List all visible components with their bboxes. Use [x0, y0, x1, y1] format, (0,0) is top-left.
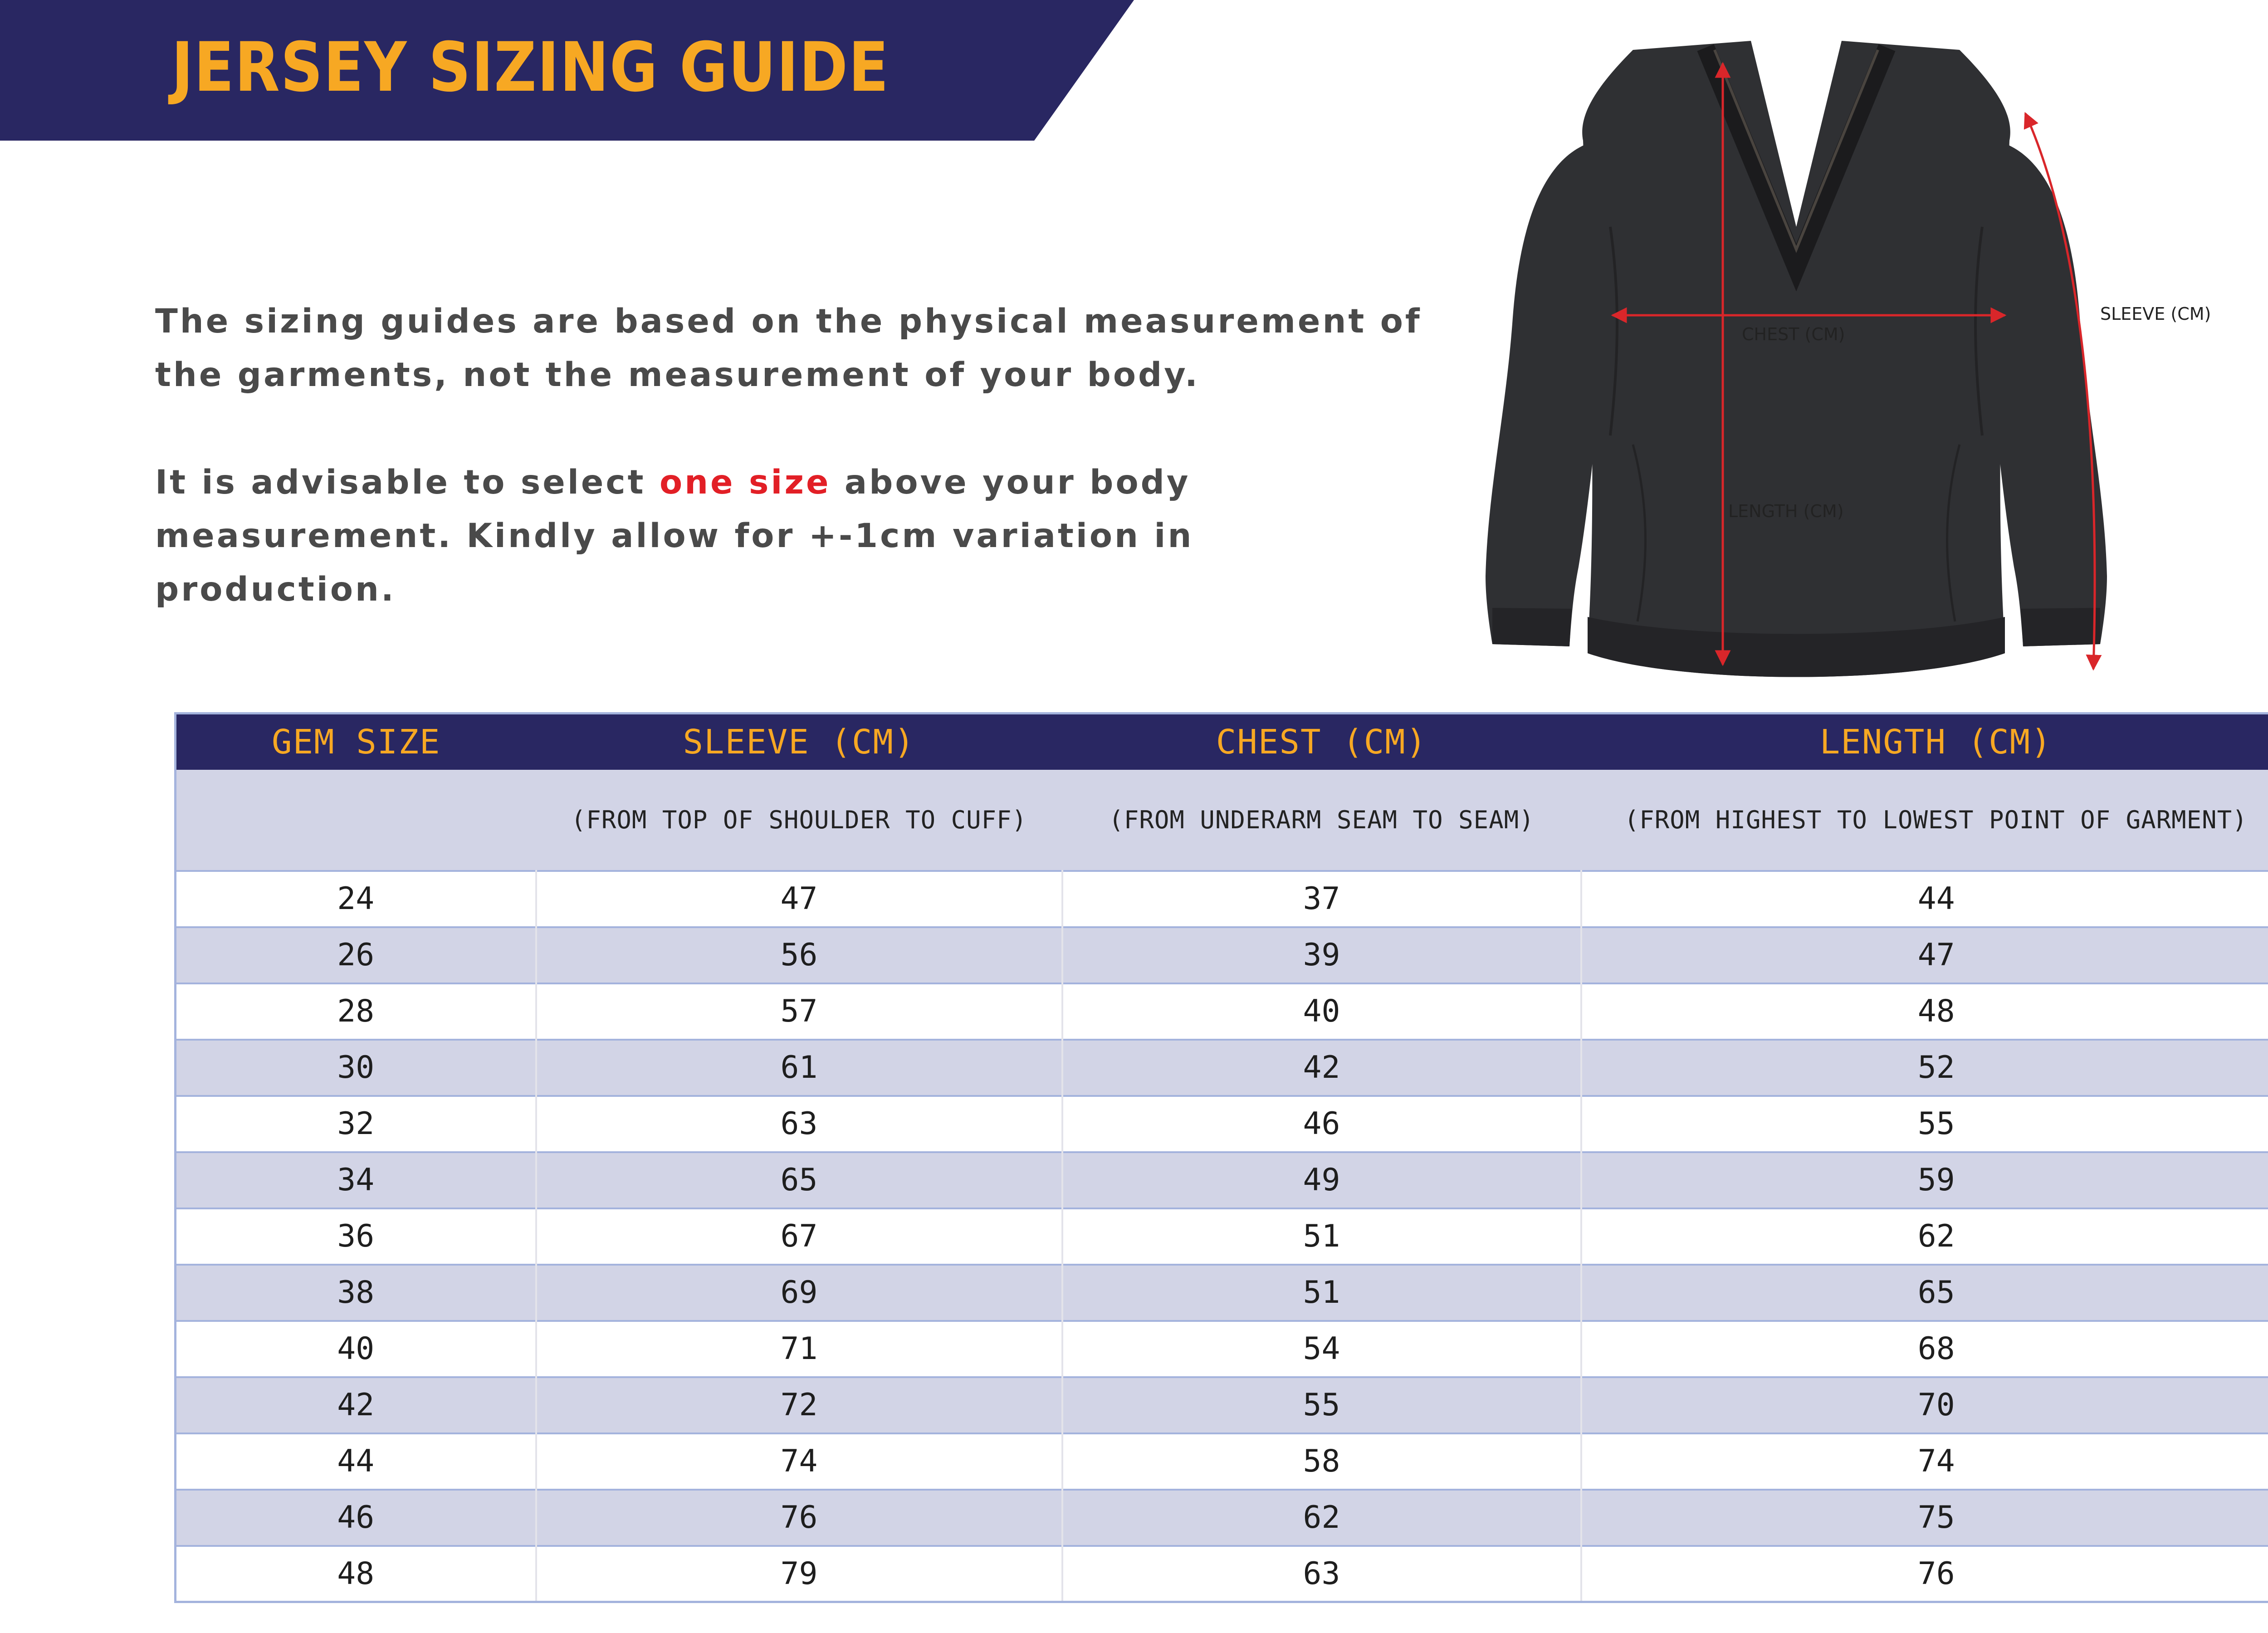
cell-length: 76 — [1581, 1546, 2268, 1602]
cell-chest: 63 — [1062, 1546, 1581, 1602]
cell-length: 75 — [1581, 1490, 2268, 1546]
intro-highlight: one size — [659, 463, 831, 502]
table-row — [176, 1433, 2268, 1490]
table-row — [176, 1208, 2268, 1265]
cell-chest: 40 — [1062, 983, 1581, 1040]
intro-text-after: above your body measurement. Kindly allow for +-1cm variation in production. — [155, 463, 1194, 609]
cell-size: 36 — [176, 1208, 536, 1265]
cell-sleeve: 71 — [536, 1321, 1062, 1377]
cell-length: 70 — [1581, 1377, 2268, 1433]
cell-length: 74 — [1581, 1433, 2268, 1490]
header-length: LENGTH (CM) — [1819, 722, 2052, 762]
cell-sleeve: 56 — [536, 927, 1062, 983]
cell-sleeve: 57 — [536, 983, 1062, 1040]
cell-sleeve: 65 — [536, 1152, 1062, 1208]
table-row — [176, 1546, 2268, 1602]
cell-chest: 51 — [1062, 1208, 1581, 1265]
cell-chest: 49 — [1062, 1152, 1581, 1208]
cell-size: 44 — [176, 1433, 536, 1490]
intro-paragraph-2 — [155, 456, 1425, 616]
table-row — [176, 983, 2268, 1040]
subheader-chest: (FROM UNDERARM SEAM TO SEAM) — [1109, 805, 1535, 834]
table-row — [176, 1490, 2268, 1546]
cell-size: 32 — [176, 1096, 536, 1152]
cell-chest: 51 — [1062, 1265, 1581, 1321]
cell-chest: 55 — [1062, 1377, 1581, 1433]
cell-chest: 39 — [1062, 927, 1581, 983]
cell-chest: 37 — [1062, 871, 1581, 927]
table-row — [176, 1152, 2268, 1208]
header-sleeve: SLEEVE (CM) — [683, 722, 915, 762]
cell-size: 28 — [176, 983, 536, 1040]
table-row — [176, 1321, 2268, 1377]
cell-chest: 42 — [1062, 1040, 1581, 1096]
cell-size: 34 — [176, 1152, 536, 1208]
cell-length: 65 — [1581, 1265, 2268, 1321]
cell-sleeve: 67 — [536, 1208, 1062, 1265]
jersey-illustration — [1461, 36, 2259, 689]
cell-sleeve: 69 — [536, 1265, 1062, 1321]
cell-sleeve: 79 — [536, 1546, 1062, 1602]
table-subheader-row — [176, 770, 2268, 871]
cell-sleeve: 63 — [536, 1096, 1062, 1152]
table-row — [176, 871, 2268, 927]
cell-size: 46 — [176, 1490, 536, 1546]
cell-size: 38 — [176, 1265, 536, 1321]
intro-paragraph-1: The sizing guides are based on the physical measurement of the garments, not the measurement of your body. — [155, 302, 1422, 394]
cell-chest: 46 — [1062, 1096, 1581, 1152]
cell-size: 40 — [176, 1321, 536, 1377]
table-row — [176, 1265, 2268, 1321]
cell-length: 52 — [1581, 1040, 2268, 1096]
cell-sleeve: 76 — [536, 1490, 1062, 1546]
cell-sleeve: 74 — [536, 1433, 1062, 1490]
subheader-length: (FROM HIGHEST TO LOWEST POINT OF GARMENT) — [1624, 805, 2248, 834]
chest-label: CHEST (CM) — [1742, 324, 1845, 344]
cell-length: 68 — [1581, 1321, 2268, 1377]
cell-length: 47 — [1581, 927, 2268, 983]
header-gem-size: GEM SIZE — [272, 722, 441, 762]
sizing-table — [174, 712, 2268, 1603]
length-label: LENGTH (CM) — [1728, 501, 1844, 521]
cell-size: 30 — [176, 1040, 536, 1096]
cell-length: 62 — [1581, 1208, 2268, 1265]
cell-length: 59 — [1581, 1152, 2268, 1208]
table-row — [176, 1096, 2268, 1152]
table-row — [176, 927, 2268, 983]
header-chest: CHEST (CM) — [1216, 722, 1427, 762]
cell-size: 48 — [176, 1546, 536, 1602]
cell-chest: 58 — [1062, 1433, 1581, 1490]
cell-sleeve: 47 — [536, 871, 1062, 927]
cell-length: 44 — [1581, 871, 2268, 927]
subheader-gem-size — [176, 770, 536, 871]
cell-chest: 54 — [1062, 1321, 1581, 1377]
cell-length: 48 — [1581, 983, 2268, 1040]
sleeve-label: SLEEVE (CM) — [2100, 304, 2211, 324]
intro-text-before: It is advisable to select — [155, 463, 660, 502]
cell-size: 42 — [176, 1377, 536, 1433]
cell-size: 24 — [176, 871, 536, 927]
table-header-row — [176, 714, 2268, 770]
table-row — [176, 1377, 2268, 1433]
cell-length: 55 — [1581, 1096, 2268, 1152]
subheader-sleeve: (FROM TOP OF SHOULDER TO CUFF) — [571, 805, 1027, 834]
cell-sleeve: 61 — [536, 1040, 1062, 1096]
table-row — [176, 1040, 2268, 1096]
cell-size: 26 — [176, 927, 536, 983]
page-title: JERSEY SIZING GUIDE — [171, 28, 890, 107]
cell-sleeve: 72 — [536, 1377, 1062, 1433]
cell-chest: 62 — [1062, 1490, 1581, 1546]
jersey-shape — [1486, 41, 2107, 677]
